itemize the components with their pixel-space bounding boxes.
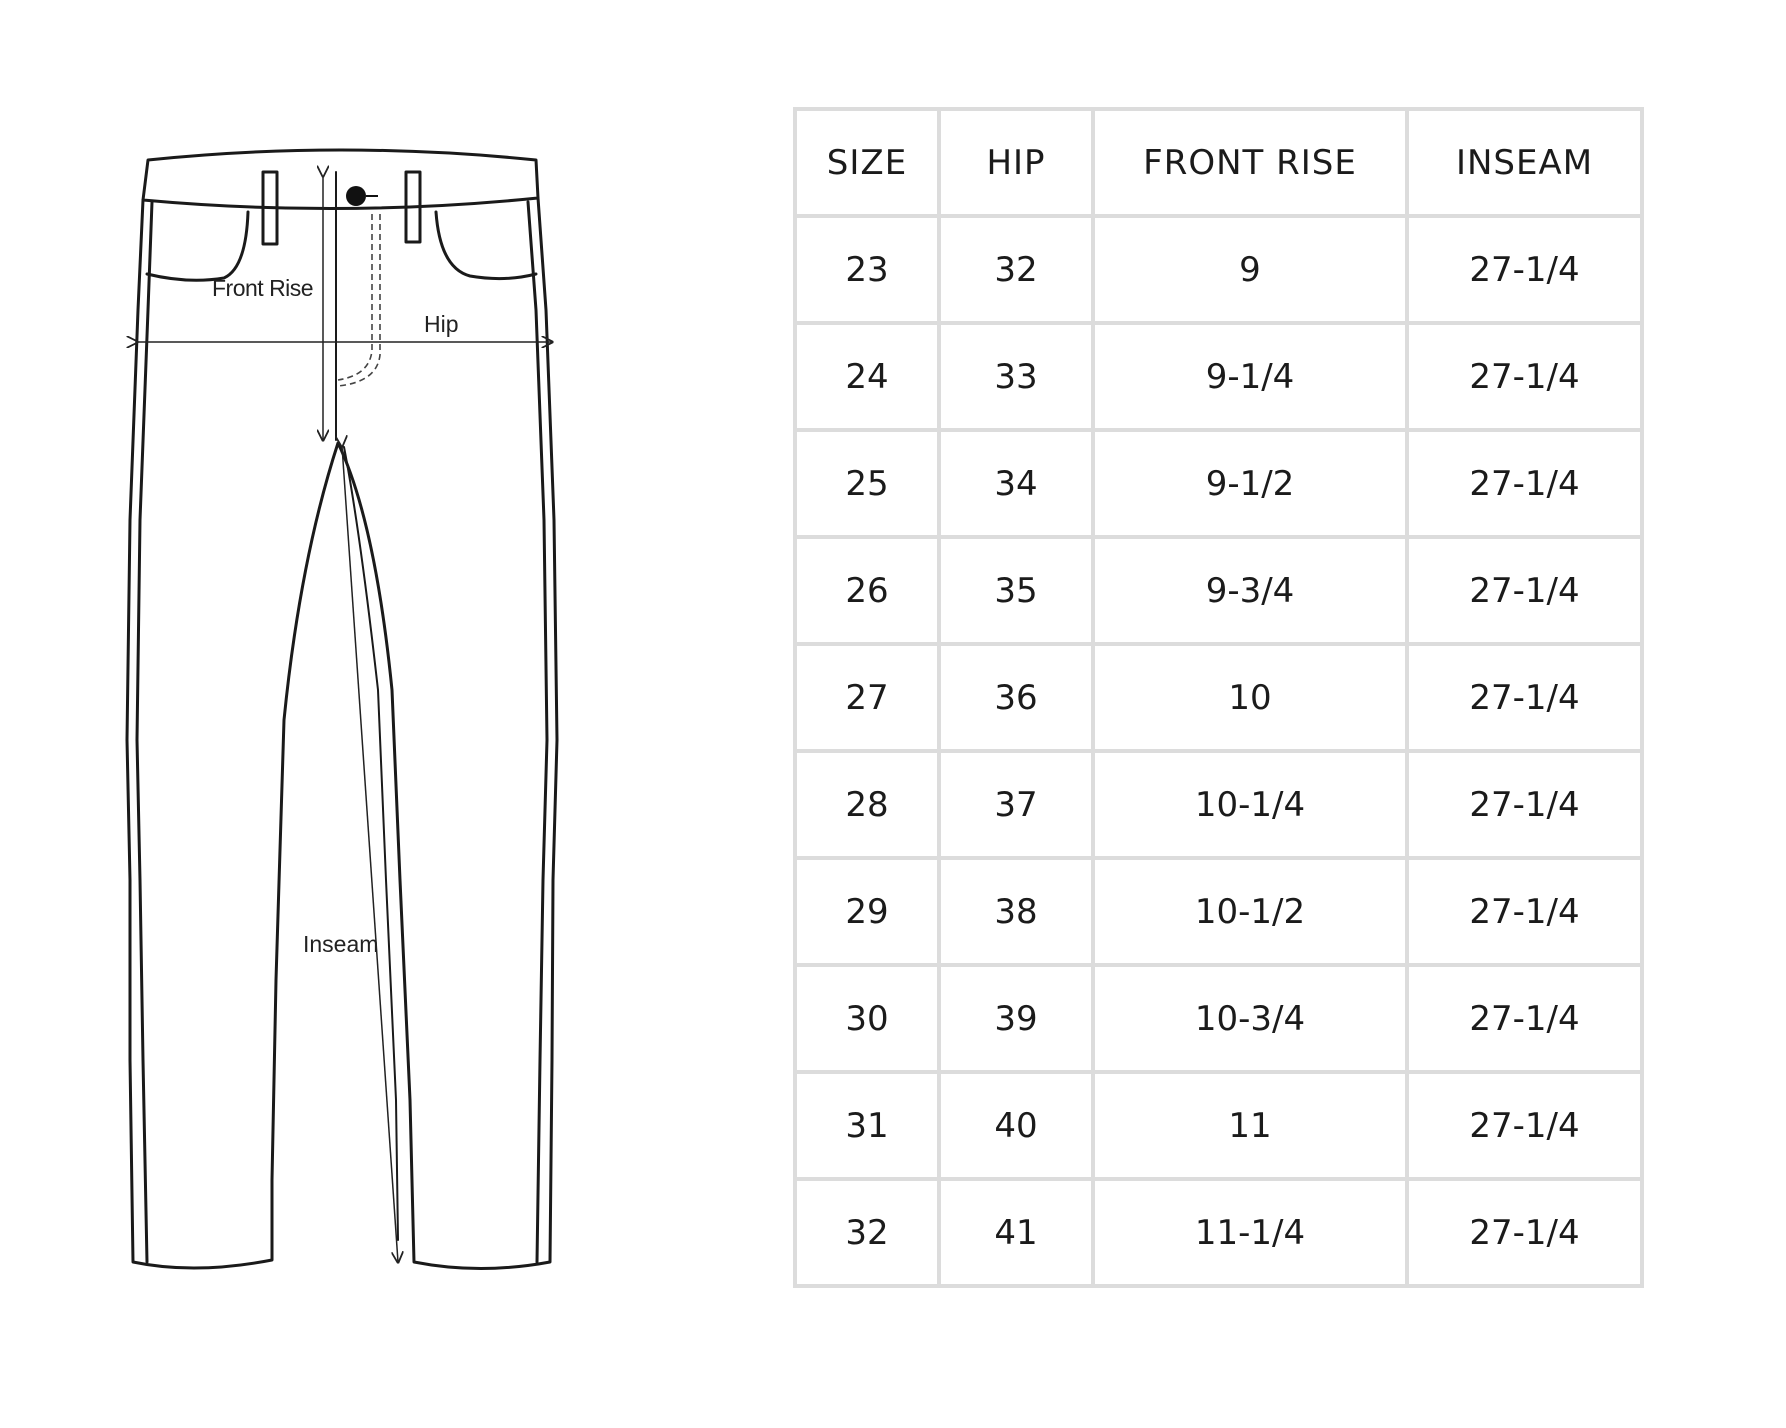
size-chart-table <box>793 107 1644 1288</box>
cell-size: 28 <box>795 751 939 858</box>
cell-hip: 40 <box>939 1072 1093 1179</box>
cell-inseam: 27-1/4 <box>1407 1179 1642 1286</box>
table-header-row <box>795 109 1642 216</box>
cell-size: 30 <box>795 965 939 1072</box>
cell-inseam: 27-1/4 <box>1407 858 1642 965</box>
cell-inseam: 27-1/4 <box>1407 1072 1642 1179</box>
table-row <box>795 430 1642 537</box>
table-row <box>795 1072 1642 1179</box>
pants-outline <box>127 198 557 1269</box>
cell-hip: 39 <box>939 965 1093 1072</box>
inseam-arrow <box>342 446 398 1262</box>
cell-size: 27 <box>795 644 939 751</box>
cell-front-rise: 9-1/2 <box>1093 430 1407 537</box>
front-rise-label: Front Rise <box>212 275 314 301</box>
cell-size: 29 <box>795 858 939 965</box>
cell-size: 25 <box>795 430 939 537</box>
cell-inseam: 27-1/4 <box>1407 323 1642 430</box>
inseam-label: Inseam <box>303 931 379 957</box>
cell-front-rise: 10 <box>1093 644 1407 751</box>
table-row <box>795 751 1642 858</box>
cell-hip: 36 <box>939 644 1093 751</box>
cell-front-rise: 10-1/4 <box>1093 751 1407 858</box>
cell-front-rise: 9 <box>1093 216 1407 323</box>
cell-hip: 37 <box>939 751 1093 858</box>
header-inseam: INSEAM <box>1407 109 1642 216</box>
cell-inseam: 27-1/4 <box>1407 537 1642 644</box>
cell-front-rise: 9-1/4 <box>1093 323 1407 430</box>
cell-size: 23 <box>795 216 939 323</box>
header-front-rise: FRONT RISE <box>1093 109 1407 216</box>
header-hip: HIP <box>939 109 1093 216</box>
table-row <box>795 965 1642 1072</box>
fly-stitching <box>338 214 372 380</box>
cell-size: 31 <box>795 1072 939 1179</box>
cell-front-rise: 11-1/4 <box>1093 1179 1407 1286</box>
pants-diagram <box>0 0 640 1428</box>
header-size: SIZE <box>795 109 939 216</box>
cell-size: 24 <box>795 323 939 430</box>
table-row <box>795 216 1642 323</box>
cell-inseam: 27-1/4 <box>1407 216 1642 323</box>
table-row <box>795 537 1642 644</box>
table-row <box>795 323 1642 430</box>
cell-hip: 38 <box>939 858 1093 965</box>
table-row <box>795 644 1642 751</box>
cell-hip: 34 <box>939 430 1093 537</box>
table-row <box>795 1179 1642 1286</box>
cell-hip: 33 <box>939 323 1093 430</box>
table-row <box>795 858 1642 965</box>
cell-hip: 35 <box>939 537 1093 644</box>
pocket-left <box>147 212 248 280</box>
cell-hip: 41 <box>939 1179 1093 1286</box>
cell-size: 32 <box>795 1179 939 1286</box>
cell-inseam: 27-1/4 <box>1407 751 1642 858</box>
cell-inseam: 27-1/4 <box>1407 430 1642 537</box>
cell-front-rise: 9-3/4 <box>1093 537 1407 644</box>
inseam-line <box>344 447 398 1240</box>
fly-stitching <box>338 214 380 386</box>
cell-front-rise: 10-3/4 <box>1093 965 1407 1072</box>
waistband <box>143 150 538 209</box>
hip-label: Hip <box>424 311 459 337</box>
button-icon <box>346 186 366 206</box>
cell-inseam: 27-1/4 <box>1407 644 1642 751</box>
side-seam-left <box>137 202 152 1262</box>
cell-size: 26 <box>795 537 939 644</box>
cell-inseam: 27-1/4 <box>1407 965 1642 1072</box>
cell-front-rise: 11 <box>1093 1072 1407 1179</box>
cell-front-rise: 10-1/2 <box>1093 858 1407 965</box>
cell-hip: 32 <box>939 216 1093 323</box>
side-seam-right <box>528 202 547 1262</box>
pocket-right <box>436 212 536 279</box>
